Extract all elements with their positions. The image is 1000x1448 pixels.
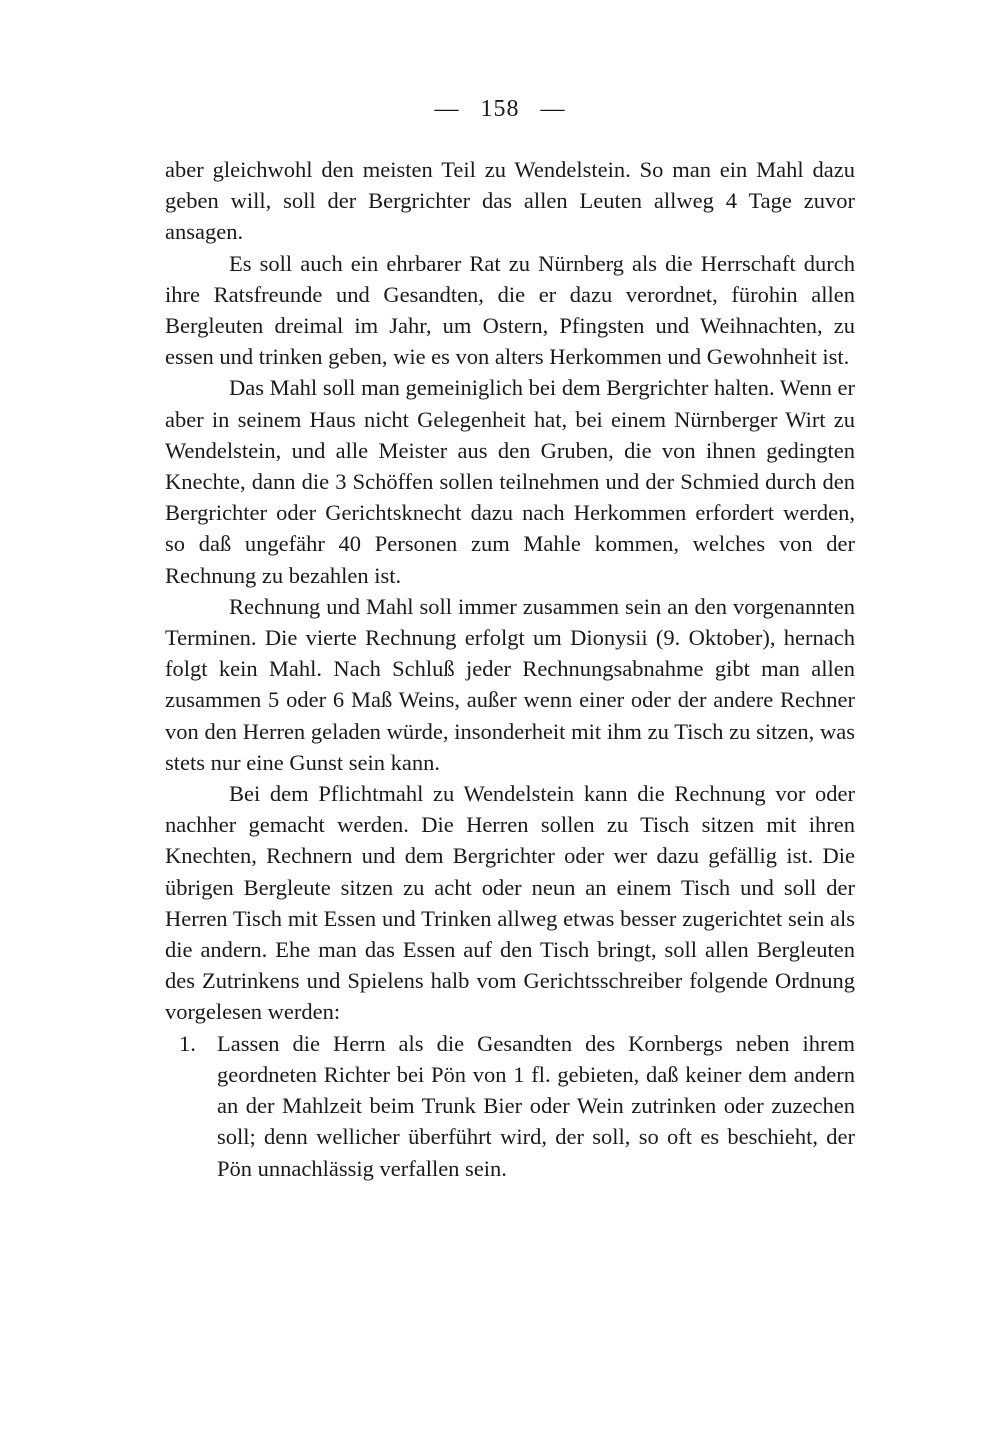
paragraph: Bei dem Pflichtmahl zu Wendelstein kann die Rechnung vor oder nachher gemacht werden. Die Herren sollen zu Tisch sitzen mit ihren Knechten, Rechnern und dem Bergrichter oder wer dazu gefällig ist. Die übrigen Bergleute sitzen zu acht oder neun an einem Tisch und soll der Herren Tisch mit Essen und Trinken allweg etwas besser zugerichtet sein als die andern. Ehe man das Essen auf den Tisch bringt, soll allen Bergleuten des Zutrinkens und Spielens halb vom Gerichtsschreiber folgende Ordnung vorgelesen werden:: [165, 781, 855, 1025]
ordinance-list: [165, 1028, 855, 1184]
list-item-text: Lassen die Herrn als die Gesandten des Kornbergs neben ihrem geordneten Richter bei Pön von 1 fl. gebieten, daß keiner dem andern an der Mahlzeit beim Trunk Bier oder Wein zutrinken oder zuzechen soll; denn wellicher überführt wird, der soll, so oft es beschieht, der Pön unnachlässig verfallen sein.: [217, 1030, 855, 1181]
paragraph-continuation: aber gleichwohl den meisten Teil zu Wendelstein. So man ein Mahl dazu geben will, soll der Bergrichter das allen Leuten allweg 4 Tage zuvor ansagen.: [165, 157, 855, 245]
page-number: 158: [480, 96, 520, 122]
list-item: [165, 1028, 855, 1184]
body-text: [165, 154, 855, 1184]
page-number-header: [0, 96, 1000, 123]
list-item-number: 1.: [179, 1030, 196, 1056]
header-dash-left: —: [434, 96, 460, 122]
paragraph: Das Mahl soll man gemeiniglich bei dem Bergrichter halten. Wenn er aber in seinem Haus nicht Gelegenheit hat, bei einem Nürnberger Wirt zu Wendelstein, und alle Meister aus den Gruben, die von ihnen gedingten Knechte, dann die 3 Schöffen sollen teilnehmen und der Schmied durch den Bergrichter oder Gerichtsknecht dazu nach Herkommen erfordert werden, so daß ungefähr 40 Personen zum Mahle kommen, welches von der Rechnung zu bezahlen ist.: [165, 375, 855, 588]
paragraph: Es soll auch ein ehrbarer Rat zu Nürnberg als die Herrschaft durch ihre Ratsfreunde und Gesandten, die er dazu verordnet, fürohin allen Bergleuten dreimal im Jahr, um Ostern, Pfingsten und Weihnachten, zu essen und trinken geben, wie es von alters Herkommen und Gewohnheit ist.: [165, 250, 855, 370]
paragraph: Rechnung und Mahl soll immer zusammen sein an den vorgenannten Terminen. Die vierte Rechnung erfolgt um Dionysii (9. Oktober), hernach folgt kein Mahl. Nach Schluß jeder Rechnungsabnahme gibt man allen zusammen 5 oder 6 Maß Weins, außer wenn einer oder der andere Rechner von den Herren geladen würde, insonderheit mit ihm zu Tisch zu sitzen, was stets nur eine Gunst sein kann.: [165, 593, 855, 775]
header-dash-right: —: [540, 96, 566, 122]
